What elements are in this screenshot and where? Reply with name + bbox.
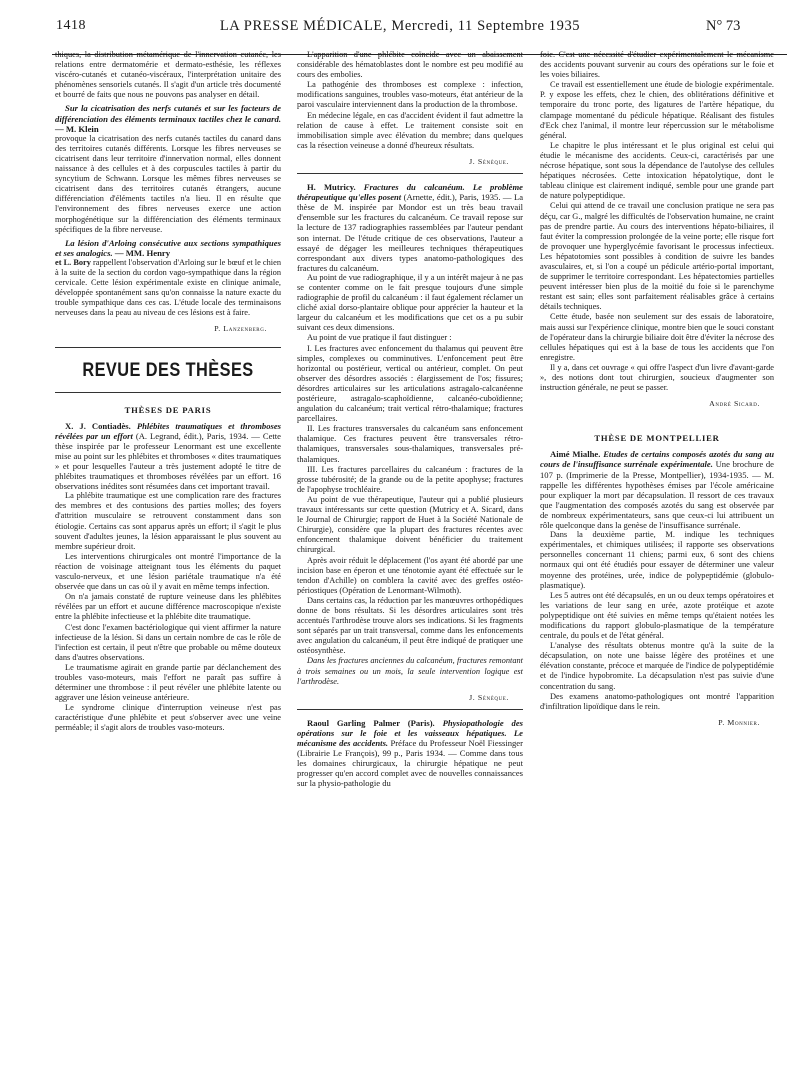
- subsection-title: THÈSE DE MONTPELLIER: [594, 433, 720, 444]
- paragraph: Cette étude, basée non seulement sur des essais de laboratoire, mais aussi sur l'expérience clinique, montre bien que le souci constant de l'opérateur dans la chirurgie biliaire doit être d'éviter la nécrose des cellules hépatiques qui est à la base de tous les accidents que l'on enregistre.: [540, 312, 774, 362]
- article-title: Sur la cicatrisation des nerfs cutanés et sur les facteurs de différenciation des éléments terminaux tactiles chez le canard.: [55, 103, 281, 124]
- thesis-entry: [297, 718, 523, 789]
- thesis-publication: (Arnette, édit.), Paris, 1935. — La thèse de M. inspirée par Mondor est un très beau travail d'ensemble sur les fractures du calcanéum. Ce travail repose sur la lecture de 137 radiographies rassemblées par l'auteur pendant son internat. De l'étude critique de ces observations, l'auteur a essayé de dégager les meilleures techniques thérapeutiques correspondant aux divers types anatomo-pathologiques des fractures du calcanéum.: [297, 192, 524, 273]
- subsection-title: THÈSES DE PARIS: [124, 404, 212, 415]
- paragraph: Au point de vue radiographique, il y a un intérêt majeur à ne pas se contenter comme on le fait presque toujours d'une simple radiographie de profil du calcanéum : il faut également réclamer un cliché axial dorso-plantaire oblique pour apprécier la hauteur et la largeur du calcanéum et les modifications que cet os a pu subir suivant ces deux dimensions.: [297, 272, 523, 333]
- thesis-entry: [297, 182, 523, 273]
- thesis-publication: Une brochure de 107 p. (Imprimerie de la Presse, Montpellier), 1934-1935. — M. rappelle les différentes hypothèses émises par l'école américaine pour expliquer la mort par décapsulation. Il ressort de ces travaux que l'augmentation des composés azotés du sang est observée par de nombreux expérimentateurs, sans que ceux-ci lui attribuent un rôle quelconque dans la genèse de l'insuffisance surrénale.: [540, 459, 774, 531]
- thesis-publication: (A. Legrand, édit.), Paris, 1934. — Cette thèse inspirée par le professeur Lenormant est une excellente mise au point sur les phlébites et thromboses « dites traumatiques » et pour lesquelles l'auteur a très justement adopté le titre de phlébites traumatiques et thromboses révélées par un effort. 16 observations inédites sont résumées dans cet important travail.: [55, 430, 281, 492]
- paragraph: On n'a jamais constaté de rupture veineuse dans les phlébites révélées par un effort et aucune différence macroscopique n'existe entre la phlébite infectieuse et la phlébite dite traumatique.: [55, 592, 281, 622]
- paragraph: Dans la deuxième partie, M. indique les techniques expérimentales, et chimiques utilisées; il rapporte ses observations personnelles concernant 11 chiens; parmi eux, 6 sont des chiens normaux qui ont été étudiés pour essayer de déterminer une valeur moyenne des protéines, urée, indice de polypeptidémie (globulo-plasmatique).: [540, 530, 774, 590]
- thesis-author: X. J. Contiadès.: [65, 420, 131, 431]
- article-heading: [55, 238, 281, 258]
- thesis-entry: [55, 421, 281, 492]
- paragraph: Au point de vue pratique il faut distinguer :: [307, 333, 452, 343]
- issue-number: N° 73: [706, 18, 741, 34]
- paragraph: Ce travail est essentiellement une étude de biologie expérimentale. P. y expose les effets, chez le chien, des oblitérations définitive et temporaire du tronc porte, des ligatures de l'artère hépatique, du clampage momentané du pédicule hépatique. Réalisant des fistules d'Eck chez l'animal, il montre leur répercussion sur le métabolisme général.: [540, 80, 774, 140]
- paragraph: [55, 258, 281, 319]
- thesis-title: Etudes de certains composés azotés du sang au cours de l'insuffisance surrénale expérimentale.: [540, 449, 774, 470]
- paragraph: Le syndrome clinique d'interruption veineuse n'est pas caractéristique d'une phlébite et peut s'observer avec une veine perméable; il s'agit alors de troubles vaso-moteurs.: [55, 703, 281, 733]
- paragraph: En médecine légale, en cas d'accident évident il faut admettre la relation de cause à effet. Le traitement consiste soit en immobilisation simple avec élévation du membre; dans quelques cas la résection veineuse a donné d'heureux résultats.: [297, 110, 523, 150]
- column-left: [55, 50, 281, 734]
- paragraph: foie. C'est une nécessité d'étudier expérimentalement le mécanisme des accidents pouvant survenir au cours des opérations sur le foie et les voies biliaires.: [540, 50, 774, 80]
- paragraph: Des examens anatomo-pathologiques ont montré l'apparition d'infiltration lipoïdique dans le rein.: [540, 691, 774, 711]
- thesis-author: Aimé Mialhe.: [550, 449, 601, 460]
- paragraph: La pathogénie des thromboses est complexe : infection, modifications sanguines, troubles vaso-moteurs, état antérieur de la paroi vasculaire interviennent dans la production de la thrombose.: [297, 80, 523, 110]
- thesis-title: Phlébites traumatiques et thromboses révélées par un effort: [55, 420, 282, 441]
- paragraph: L'apparition d'une phlébite coïncide avec un abaissement considérable des hématoblastes dont le nombre est peu modifié au cours des embolies.: [297, 50, 523, 80]
- paragraph: Au point de vue thérapeutique, l'auteur qui a publié plusieurs travaux intéressants sur cette question (Mutricy et A. Sicard, dans le Journal de Chirurgie; rapport de Huet à la Société Nationale de Chirurgie), considère que la plupart des fractures récentes avec enfoncement thalamique doivent bénéficier du traitement chirurgical.: [297, 494, 523, 555]
- thesis-entry: [540, 449, 774, 530]
- divider: [297, 709, 523, 710]
- column-middle: [297, 50, 523, 788]
- thesis-author: Raoul Garling Palmer (Paris).: [307, 717, 435, 728]
- thesis-author: H. Mutricy.: [307, 182, 356, 193]
- section-rule-bottom: [55, 392, 281, 393]
- paragraph: provoque la cicatrisation des nerfs cutanés tactiles du canard dans des territoires cutanés différents. Lorsque les fibres nerveuses se cicatrisent dans leur territoire d'innervation normal, elles donnent naissance à des cellules et à des corpuscules tactiles à partir du syncytium de Schwann. Lorsque les mêmes fibres nerveuses se cicatrisent dans des territoires cutanés étrangers, aucune différenciation d'éléments tactiles n'a lieu. Il en résulte que l'environnement des fibres nerveuses exerce une action morphogénétique sur la différenciation des éléments terminaux spécifiques de la fibre nerveuse.: [55, 133, 281, 234]
- signature: P. Monnier.: [718, 717, 760, 727]
- article-author: — MM. Henry: [114, 247, 171, 258]
- paragraph: Le traumatisme agirait en grande partie par déclanchement des troubles vaso-moteurs, mais l'effort ne paraît pas suffire à déterminer une thrombose : il peut révéler une phlébite latente ou aggraver une lésion veineuse antérieure.: [55, 662, 281, 703]
- signature: André Sicard.: [709, 399, 760, 409]
- list-item: I. Les fractures avec enfoncement du thalamus qui peuvent être simples, complexes ou comminutives. L'enfoncement peut être horizontal ou postérieur, vertical ou antérieur, complet. On peut observer des désordres associés : élargissement de l'os; fissures; désordres articulaires sur les articulations astragalo-calcanéenne postérieure, astragalo-scaphoïdienne, calcanéo-cuboïdienne; angulation du calcanéum; trait vertical rétro-thalamique; fractures parcellaires.: [297, 343, 523, 424]
- thesis-title: Physiopathologie des opérations sur le foie et les vaisseaux hépatiques. Le mécanisme des accidents.: [297, 717, 524, 748]
- paragraph: Le chapitre le plus intéressant et le plus original est celui qui étudie le mécanisme des accidents. Ceux-ci, caractérisés par une nécrose hépatique, sont sous la dépendance de l'autolyse des cellules hépatiques nécrosées. Cette intoxication hépatolytique, dont le tableau clinique est clairement indiqué, semble pour une grande part de nature polypeptidique.: [540, 140, 774, 201]
- paragraph: Les 5 autres ont été décapsulés, en un ou deux temps opératoires et les variations de leur sang en urée, azote protéique et azote polypeptidique ont été suivies en même temps qu'étaient notées les modifications du rapport globulo-plasmatique de la température centrale, du pouls et de l'état général.: [540, 590, 774, 641]
- article-heading: [55, 103, 281, 133]
- article-author: — M. Klein: [55, 123, 99, 134]
- paragraph: Après avoir réduit le déplacement (l'os ayant été abordé par une incision base en éperon et une ténotomie ayant été effectuée sur le tendon d'Achille) on comblera la cavité avec des greffes ostéo-périostiques (Opération de Lenormant-Wilmoth).: [297, 555, 523, 595]
- paragraph: Il y a, dans cet ouvrage « qui offre l'aspect d'un livre d'avant-garde », des notions dont tout chirurgien, soucieux d'augmenter son instruction générale, ne peut se passer.: [540, 362, 774, 393]
- paragraph: Dans les fractures anciennes du calcanéum, fractures remontant à trois semaines ou un mois, la seule intervention logique est l'arthrodèse.: [297, 656, 523, 686]
- page-header: [0, 18, 800, 40]
- paragraph: C'est donc l'examen bactériologique qui vient affirmer la nature infectieuse de la lésion. Si dans un certain nombre de cas le rôle de l'infection est certain, il peut n'être que probable ou même douteux dans d'autres observations.: [55, 622, 281, 662]
- signature: P. Lanzenberg.: [214, 324, 267, 334]
- author-name: et L. Bory: [55, 257, 91, 267]
- paragraph: thiques, la distribution métamérique de l'innervation cutanée, les relations entre dermatomérie et dermato-esthésie, les réflexes viscéro-cutanés et cutanéo-viscéraux, l'interprétation unitaire des phénomènes sensoriels cutanés. Il s'agit d'un article très documenté et bourré de faits que nous ne pouvons pas analyser en détail.: [55, 50, 281, 100]
- list-item: II. Les fractures transversales du calcanéum sans enfoncement thalamique. Ces fractures peuvent être transversales rétro-thalamiques, transversales sous-thalamiques, transversales pré-thalamiques.: [297, 424, 523, 464]
- paragraph: Les interventions chirurgicales ont montré l'importance de la réaction de voisinage atteignant tous les éléments du paquet vasculo-nerveux, et une lésion pariétale traumatique n'a été observée que dans un cas où il y avait en même temps infection.: [55, 551, 281, 592]
- thesis-title: Fractures du calcanéum. Le problème thérapeutique qu'elles posent: [297, 182, 523, 203]
- paragraph: L'analyse des résultats obtenus montre qu'à la suite de la décapsulation, on note une baisse légère des protéines et une élévation constante, précoce et marquée de l'indice de polypeptidémie et de l'indice hypobromite. La décapsulation n'est pas suivie d'une concentration du sang.: [540, 641, 774, 691]
- journal-title: LA PRESSE MÉDICALE, Mercredi, 11 Septembre 1935: [219, 18, 581, 34]
- section-title: REVUE DES THÈSES: [82, 359, 254, 381]
- paragraph: Dans certains cas, la réduction par les manœuvres orthopédiques donne de bons résultats. Si les désordres articulaires sont très accentués l'arthrodèse trouve alors ses indications. Si les fragments sont séparés par un trait transversal, comme dans les enfoncements avec angulation du calcanéum, il peut être indiqué de pratiquer une ostéosynthèse.: [297, 595, 523, 656]
- thesis-publication: Préface du Professeur Noël Fiessinger (Librairie Le François), 99 p., Paris 1934. — Comme dans tous les domaines chirurgicaux, la chirurgie hépatique ne peut progresser qu'en accord complet avec de nouvelles connaissances sur la physio-pathologie du: [297, 738, 523, 789]
- list-item: III. Les fractures parcellaires du calcanéum : fractures de la grosse tubérosité; de la grande ou de la petite apophyse; fractures de l'apophyse trochléaire.: [297, 464, 523, 494]
- divider: [297, 173, 523, 174]
- signature: J. Sénèque.: [469, 692, 509, 702]
- paragraph: Celui qui attend de ce travail une conclusion pratique ne sera pas déçu, car G., malgré les difficultés de l'observation humaine, ne craint pas de prendre partie. Au cours des interventions hépato-biliaires, il faut éviter la compression prolongée de la veine porte; elle risque fort de provoquer une hyperglycémie favorisant le processus infectieux. Les hépatotomies sont possibles à condition de suivre les bandes avasculaires, et, si l'on a coupé un pédicule artério-portal important, de supprimer le territoire correspondant. Les hépatectomies partielles peuvent intéresser bien plus de la moitié du foie si le parenchyme restant est sain; elles sont parfaitement réalisables grâce à certains détails techniques.: [540, 201, 774, 312]
- article-title: La lésion d'Arloing consécutive aux sections sympathiques et ses analogics.: [55, 237, 281, 258]
- signature: J. Sénèque.: [469, 156, 509, 166]
- page-number: 1418: [56, 18, 86, 33]
- column-right: [540, 50, 774, 732]
- paragraph-text: rappellent l'observation d'Arloing sur le bœuf et le chien à la suite de la section du cordon vago-sympathique dans la région cervicale. Cette lésion expérimentale existe en clinique animale, développée spontanément sans qu'on connaisse la nature exacte du trouble sympathique dans ces cas. L'étude locale des terminaisons nerveuses dans la peau au niveau de ces lésions est à faire.: [55, 257, 281, 318]
- paragraph: La phlébite traumatique est une complication rare des fractures des membres et des contusions des parties molles; des foyers d'attrition musculaire se retrouvent constamment dans son étiologie. Certains cas sont apparus après un effort; il s'agit le plus souvent d'adultes jeunes, la lésion apparaissant le plus souvent au membre supérieur droit.: [55, 491, 281, 551]
